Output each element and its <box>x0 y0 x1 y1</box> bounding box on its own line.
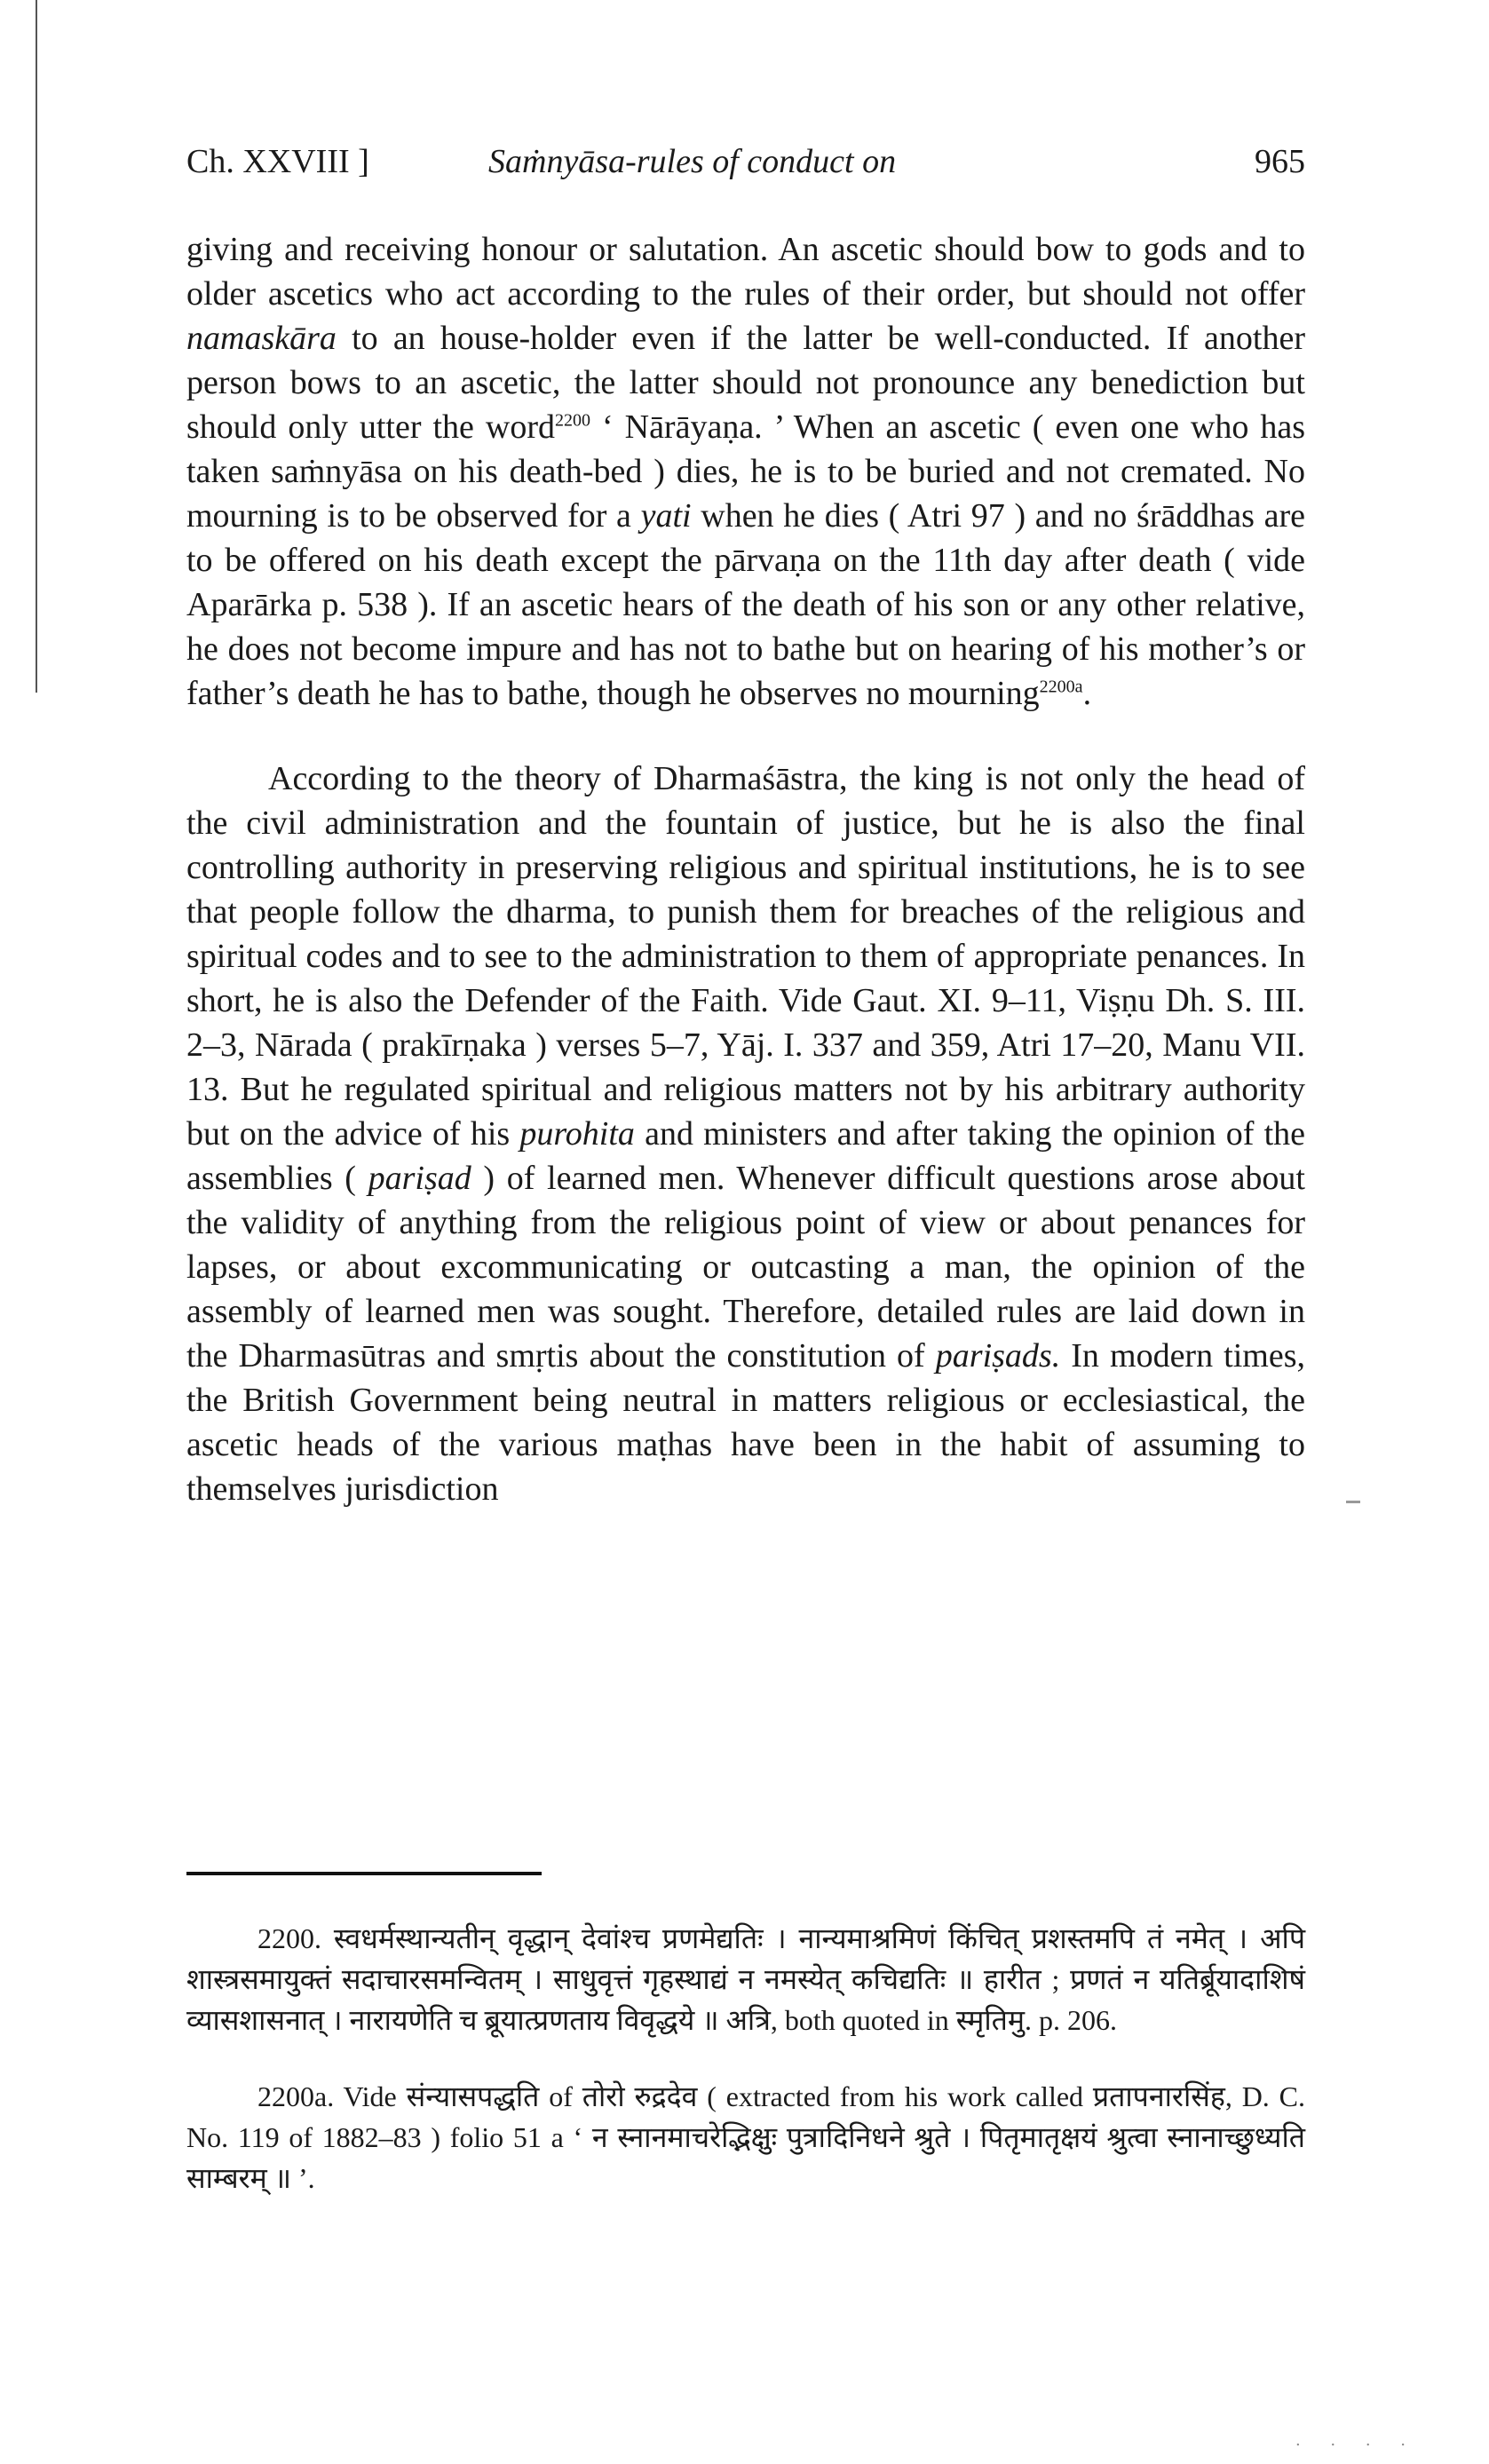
body-text <box>186 227 1305 1511</box>
page-edge-line <box>36 0 37 693</box>
footnote-number: 2200. <box>257 1922 321 1954</box>
paragraph-1 <box>186 227 1305 716</box>
text-run: . <box>1082 675 1092 712</box>
text-run: when he dies ( Atri 97 ) and no śrāddhas are to be offered on his death except the pārvaṇa on the 11th day after death ( vide Aparārka p. 538 ). If an ascetic hears of the death of his son or any other relative, he does not become impure and has not to bathe but on hearing of his mother’s or father’s death he has to bathe, though he observes no mourning <box>186 497 1305 712</box>
text-run: ‘ Nārāyaṇa. ’ When an ascetic ( even one who has taken saṁnyāsa on his death-bed ) dies, he is to be buried and not cremated. No mourning is to be observed for a <box>186 408 1305 535</box>
text-run: giving and receiving honour or salutation. An ascetic should bow to gods and to older ascetics who act according to the rules of their order, but should not offer <box>186 231 1305 313</box>
text-run: In modern times, the British Government being neutral in matters religious or ecclesiastical, the ascetic heads of the various maṭhas have been in the habit of assuming to themselves jurisdiction <box>186 1337 1305 1508</box>
text-run: and ministers and after taking the opinion of the assemblies ( <box>186 1115 1306 1197</box>
footnote-divider <box>186 1872 542 1875</box>
footnote-ref: 2200a <box>1039 677 1083 697</box>
footnote-text: Vide संन्यासपद्धति of तोरो रुद्रदेव ( extracted from his work called प्रतापनारसिंह, D. C. No. 119 of 1882–83 ) folio 51 a ‘ न स्नानमाचरेद्भिक्षुः पुत्रादिनिधने श्रुते । पितृमातृक्षयं श्रुत्वा स्नानाच्छुध्यति साम्बरम् ॥ ’. <box>186 2080 1305 2194</box>
text-run: According to the theory of Dharmaśāstra, the king is not only the head of the civil administration and the fountain of justice, but he is also the final controlling authority in preserving religious and spiritual institutions, he is to see that people follow the dharma, to punish them for breaches of the religious and spiritual codes and to see to the administration to them of appropriate penances. In short, he is also the Defender of the Faith. Vide Gaut. XI. 9–11, Viṣṇu Dh. S. III. 2–3, Nārada ( prakīrṇaka ) verses 5–7, Yāj. I. 337 and 359, Atri 17–20, Manu VII. 13. But he regulated spiritual and religious matters not by his arbitrary authority but on the advice of his <box>186 760 1305 1153</box>
margin-mark <box>1346 1501 1360 1503</box>
footnote-ref: 2200 <box>555 410 590 431</box>
running-title: Saṁnyāsa-rules of conduct on <box>488 143 897 180</box>
footnotes <box>186 1918 1305 2199</box>
italic-term: namaskāra <box>186 320 337 357</box>
chapter-label: Ch. XXVIII ] <box>186 143 369 180</box>
italic-term: pariṣads. <box>935 1337 1061 1375</box>
bottom-specks: . . . . <box>1295 2431 1418 2450</box>
footnote-2200 <box>186 1918 1305 2040</box>
footnote-2200a <box>186 2076 1305 2199</box>
page-number: 965 <box>1255 143 1305 180</box>
text-run: to an house-holder even if the latter be well-conducted. If another person bows to an ascetic, the latter should not pronounce any benediction but should only utter the word <box>186 320 1305 446</box>
italic-term: pariṣad <box>368 1160 471 1197</box>
running-header <box>186 142 1305 195</box>
italic-term: purohita <box>519 1115 635 1153</box>
text-run: ) of learned men. Whenever difficult questions arose about the validity of anything from the religious point of view or about penances for lapses, or about excommunicating or outcasting a man, the opinion of the assembly of learned men was sought. Therefore, detailed rules are laid down in the Dharmasūtras and smṛtis about the constitution of <box>186 1160 1305 1375</box>
footnote-text: स्वधर्मस्थान्यतीन् वृद्धान् देवांश्च प्रणमेद्यतिः । नान्यमाश्रमिणं किंचित् प्रशस्तमपि तं नमेत् । अपि शास्त्रसमायुक्तं सदाचारसमन्वितम् । साधुवृत्तं गृहस्थाद्यं न नमस्येत् कचिद्यतिः ॥ हारीत ; प्रणतं न यतिर्ब्रूयादाशिषं व्यासशासनात् । नारायणेति च ब्रूयात्प्रणताय विवृद्धये ॥ अत्रि, both quoted in स्मृतिमु. p. 206. <box>186 1922 1305 2036</box>
italic-term: yati <box>640 497 692 535</box>
footnote-number: 2200a. <box>257 2080 335 2112</box>
paragraph-2 <box>186 757 1305 1511</box>
